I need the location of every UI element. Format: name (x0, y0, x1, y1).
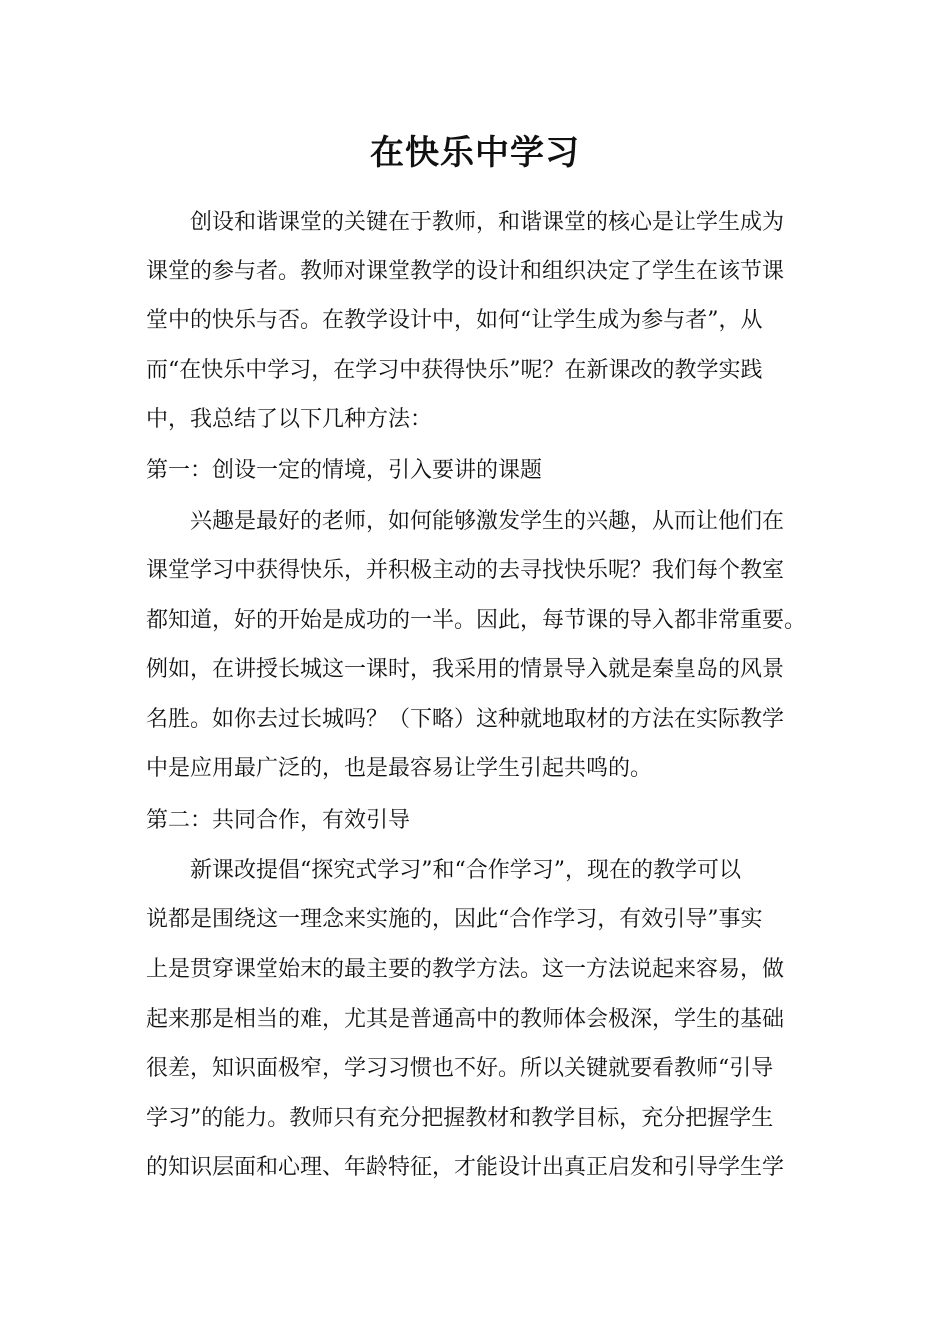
paragraph-line: 课堂学习中获得快乐，并积极主动的去寻找快乐呢？我们每个教室 (146, 558, 785, 583)
section-heading: 第一：创设一定的情境，引入要讲的课题 (146, 458, 543, 483)
paragraph-line: 而“在快乐中学习，在学习中获得快乐”呢？在新课改的教学实践 (146, 358, 763, 383)
paragraph-line: 新课改提倡“探究式学习”和“合作学习”，现在的教学可以 (190, 858, 741, 883)
paragraph-line: 中是应用最广泛的，也是最容易让学生引起共鸣的。 (146, 756, 653, 781)
paragraph-line: 课堂的参与者。教师对课堂教学的设计和组织决定了学生在该节课 (146, 259, 785, 284)
paragraph-line: 中，我总结了以下几种方法： (146, 407, 433, 432)
paragraph-line: 说都是围绕这一理念来实施的，因此“合作学习，有效引导”事实 (146, 907, 763, 932)
paragraph-line: 例如，在讲授长城这一课时，我采用的情景导入就是秦皇岛的风景 (146, 657, 785, 682)
paragraph-line: 兴趣是最好的老师，如何能够激发学生的兴趣，从而让他们在 (190, 509, 785, 534)
paragraph-line: 上是贯穿课堂始末的最主要的教学方法。这一方法说起来容易，做 (146, 957, 785, 982)
paragraph-line: 学习”的能力。教师只有充分把握教材和教学目标，充分把握学生 (146, 1106, 774, 1131)
paragraph-line: 创设和谐课堂的关键在于教师，和谐课堂的核心是让学生成为 (190, 210, 785, 235)
paragraph-line: 的知识层面和心理、年龄特征，才能设计出真正启发和引导学生学 (146, 1155, 785, 1180)
paragraph-line: 很差，知识面极窄，学习习惯也不好。所以关键就要看教师“引导 (146, 1056, 774, 1081)
paragraph-line: 堂中的快乐与否。在教学设计中，如何“让学生成为参与者”，从 (146, 308, 763, 333)
paragraph-line: 都知道，好的开始是成功的一半。因此，每节课的导入都非常重要。 (146, 608, 807, 633)
paragraph-line: 起来那是相当的难，尤其是普通高中的教师体会极深，学生的基础 (146, 1007, 785, 1032)
page-title: 在快乐中学习 (370, 133, 580, 173)
section-heading: 第二：共同合作，有效引导 (146, 808, 411, 833)
paragraph-line: 名胜。如你去过长城吗？（下略）这种就地取材的方法在实际教学 (146, 707, 785, 732)
